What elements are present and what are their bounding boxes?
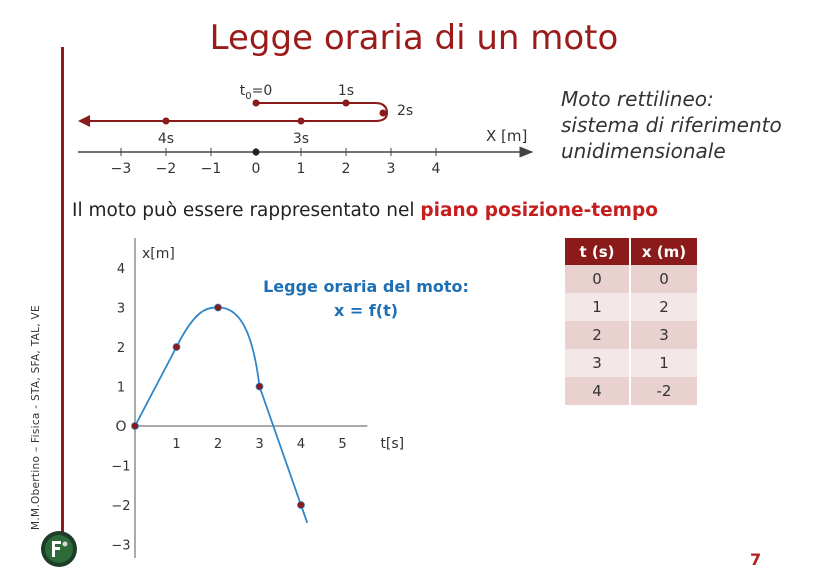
- description-line: sistema di riferimento: [561, 113, 782, 137]
- number-line-tick-label: −3: [110, 161, 132, 177]
- table-row: [565, 321, 697, 349]
- number-line-tick-label: 4: [431, 161, 441, 177]
- suffix: =0: [251, 83, 273, 99]
- number-line-diagram: [70, 68, 540, 180]
- table-cell: 1: [631, 349, 697, 377]
- y-tick-label: −2: [111, 499, 131, 514]
- time-marker-point: [253, 100, 260, 107]
- table-row: [565, 265, 697, 293]
- x-tick-label: 1: [172, 437, 181, 452]
- data-point: [298, 502, 305, 509]
- time-marker-label: 2s: [397, 103, 414, 119]
- description-line: unidimensionale: [561, 139, 726, 163]
- page-number: 7: [750, 550, 762, 569]
- page-title: Legge oraria di un moto: [209, 18, 619, 58]
- table-cell: -2: [631, 377, 697, 405]
- data-point: [215, 304, 222, 311]
- x-tick-label: 3: [255, 437, 264, 452]
- table-cell: 3: [631, 321, 697, 349]
- time-marker-point: [380, 110, 387, 117]
- series-line: [135, 307, 307, 522]
- table-cell: 4: [565, 377, 631, 405]
- y-tick-label: 3: [116, 301, 126, 317]
- table-header-time: t (s): [565, 238, 631, 265]
- graph-title-line: Legge oraria del moto:: [263, 277, 469, 296]
- x-axis-label: t[s]: [380, 436, 405, 452]
- time-marker-label: 1s: [337, 83, 355, 99]
- data-point: [173, 344, 180, 351]
- table-row: [565, 293, 697, 321]
- y-axis-label: x[m]: [142, 246, 175, 262]
- time-marker-label: 4s: [157, 131, 175, 147]
- intro-sentence: [72, 200, 658, 221]
- subscript: 0: [245, 91, 252, 102]
- y-tick-label: −3: [111, 538, 131, 554]
- table-cell: 3: [565, 349, 631, 377]
- author-credit: M.M.Obertino – Fisica - STA, SFA, TAL, VE: [30, 305, 42, 530]
- number-line-tick-label: 1: [296, 161, 306, 177]
- x-axis-label: X [m]: [486, 127, 528, 145]
- table-row: [565, 349, 697, 377]
- table-row: [565, 377, 697, 405]
- trajectory-arrow-icon: [78, 115, 90, 127]
- sentence-text: Il moto può essere rappresentato nel: [72, 200, 421, 221]
- time-marker-label: 3s: [292, 131, 310, 147]
- sidebar-divider: [61, 47, 64, 532]
- table-cell: 0: [631, 265, 697, 293]
- time-marker-point: [343, 100, 350, 107]
- x-tick-label: 2: [213, 437, 223, 452]
- table-cell: 1: [565, 293, 631, 321]
- x-tick-label: 4: [296, 437, 306, 452]
- time-marker-point: [163, 118, 170, 125]
- number-line-tick-label: 0: [251, 161, 261, 177]
- number-line-tick-label: −1: [200, 161, 222, 177]
- time-marker-point: [298, 118, 305, 125]
- origin-label: O: [115, 419, 127, 435]
- y-tick-label: 4: [116, 262, 126, 277]
- table-cell: 2: [565, 321, 631, 349]
- data-point: [132, 423, 139, 430]
- table-cell: 2: [631, 293, 697, 321]
- y-tick-label: 1: [116, 380, 126, 396]
- graph-title: [246, 275, 486, 323]
- course-logo-icon: [40, 530, 78, 568]
- x-tick-label: 5: [338, 437, 347, 452]
- y-tick-label: −1: [111, 459, 131, 475]
- description-line: Moto rettilineo:: [561, 87, 714, 111]
- table-cell: 0: [565, 265, 631, 293]
- origin-point: [253, 149, 260, 156]
- number-line-tick-label: 3: [386, 161, 396, 177]
- motion-description: [561, 86, 782, 164]
- sentence-highlight: piano posizione-tempo: [420, 200, 658, 221]
- table-header-position: x (m): [631, 238, 697, 265]
- number-line-tick-label: −2: [155, 161, 177, 177]
- number-line-tick-label: 2: [341, 161, 351, 177]
- trajectory-path: [84, 103, 387, 121]
- data-point: [256, 383, 263, 390]
- time-marker-label: $t_0=0$: [239, 83, 273, 102]
- graph-title-formula: x = f(t): [333, 301, 399, 320]
- y-tick-label: 2: [116, 341, 126, 356]
- data-table: [565, 238, 697, 405]
